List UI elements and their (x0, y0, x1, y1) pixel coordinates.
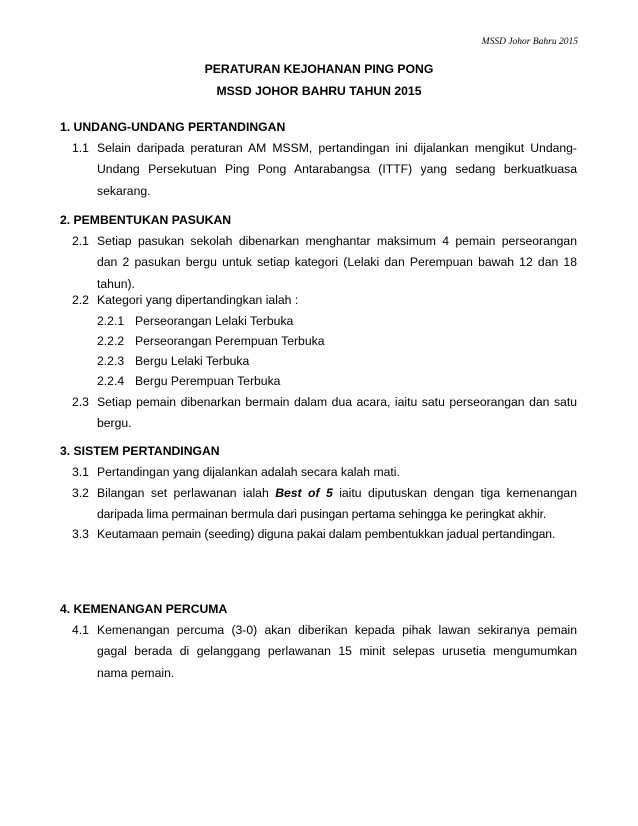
clause-4-1-text (97, 620, 577, 684)
document-title-line2: MSSD JOHOR BAHRU TAHUN 2015 (216, 84, 422, 98)
clause-2-2-number: 2.2 (72, 293, 89, 307)
clause-2-1-number: 2.1 (72, 234, 89, 248)
clause-3-2-line (97, 483, 577, 504)
sub-clause-2-2-4-text: Bergu Perempuan Terbuka (135, 374, 281, 388)
clause-2-1-text (97, 231, 577, 295)
clause-3-3-text: Keutamaan pemain (seeding) diguna pakai dalam pembentukkan jadual pertandingan. (97, 527, 556, 541)
clause-3-2-text (97, 483, 577, 526)
sub-clause-2-2-2-text: Perseorangan Perempuan Terbuka (135, 334, 325, 348)
clause-2-1-line: dan 2 pasukan bergu untuk setiap kategori (Lelaki dan Perempuan bawah 12 dan 18 (97, 255, 577, 270)
clause-2-3-line: bergu. (97, 416, 132, 431)
sub-clause-2-2-2-number: 2.2.2 (97, 334, 125, 348)
clause-3-1-number: 3.1 (72, 465, 89, 479)
section-1-heading: 1. UNDANG-UNDANG PERTANDINGAN (60, 120, 286, 134)
clause-3-2-line: daripada lima permainan bermula dari pusingan pertama sehingga ke peringkat akhir. (97, 507, 547, 522)
document-title-line1: PERATURAN KEJOHANAN PING PONG (204, 62, 434, 76)
section-2-heading: 2. PEMBENTUKAN PASUKAN (60, 213, 232, 227)
clause-1-1-text (97, 138, 577, 202)
page-header: MSSD Johor Bahru 2015 (481, 37, 578, 47)
clause-1-1-line: Selain daripada peraturan AM MSSM, pertandingan ini dijalankan mengikut Undang- (97, 141, 577, 155)
clause-3-1-text: Pertandingan yang dijalankan adalah secara kalah mati. (97, 465, 400, 479)
clause-3-3-number: 3.3 (72, 527, 89, 541)
clause-2-2-text: Kategori yang dipertandingkan ialah : (97, 293, 299, 307)
clause-2-3-text (97, 392, 577, 435)
clause-2-3-number: 2.3 (72, 395, 89, 409)
clause-4-1-line: Kemenangan percuma (3-0) akan diberikan kepada pihak lawan sekiranya pemain (97, 623, 577, 637)
clause-4-1-line: nama pemain. (97, 665, 175, 680)
section-4-heading: 4. KEMENANGAN PERCUMA (60, 602, 228, 616)
clause-3-2-text-c: iaitu diputuskan dengan tiga kemenangan (339, 486, 577, 500)
clause-3-2-text-a: Bilangan set perlawanan ialah (97, 486, 269, 500)
sub-clause-2-2-3-number: 2.2.3 (97, 354, 125, 368)
clause-2-1-line: tahun). (97, 276, 135, 291)
clause-2-1-line: Setiap pasukan sekolah dibenarkan menghantar maksimum 4 pemain perseorangan (97, 234, 577, 248)
clause-1-1-line: sekarang. (97, 183, 151, 198)
clause-4-1-line: gagal berada di gelanggang perlawanan 15 minit selepas urusetia mengumumkan (97, 644, 577, 659)
sub-clause-2-2-1-text: Perseorangan Lelaki Terbuka (135, 314, 294, 328)
clause-1-1-line: Undang Persekutuan Ping Pong Antarabangsa (ITTF) yang sedang berkuatkuasa (97, 162, 577, 177)
best-of-5-emphasis: Best of 5 (275, 486, 333, 500)
sub-clause-2-2-1-number: 2.2.1 (97, 314, 125, 328)
clause-1-1-number: 1.1 (72, 141, 89, 155)
sub-clause-2-2-4-number: 2.2.4 (97, 374, 125, 388)
sub-clause-2-2-3-text: Bergu Lelaki Terbuka (135, 354, 250, 368)
clause-2-3-line: Setiap pemain dibenarkan bermain dalam dua acara, iaitu satu perseorangan dan satu (97, 395, 577, 409)
section-3-heading: 3. SISTEM PERTANDINGAN (60, 444, 220, 458)
clause-3-2-number: 3.2 (72, 486, 89, 500)
clause-4-1-number: 4.1 (72, 623, 89, 637)
